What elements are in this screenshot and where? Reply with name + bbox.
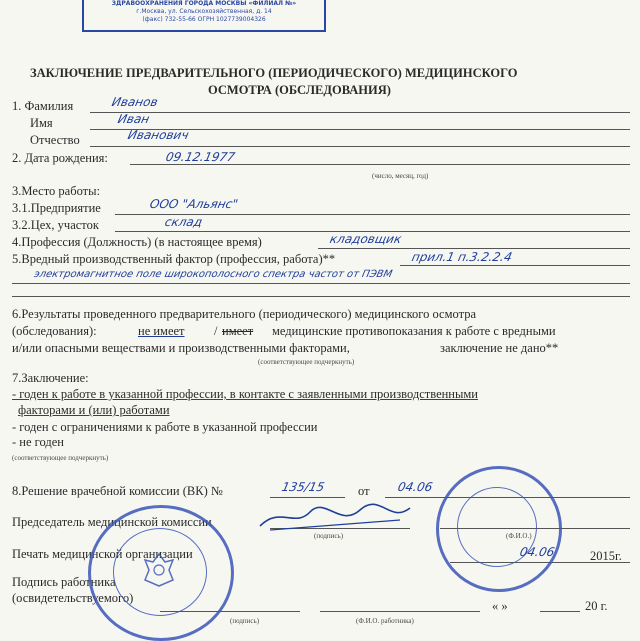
hazard-line-3 — [12, 296, 630, 297]
result-option-have: имеет — [222, 324, 254, 338]
result-option-not-have: не имеет — [138, 324, 185, 338]
hazard-line-1 — [400, 265, 630, 266]
lastname-label: 1. Фамилия — [12, 99, 74, 113]
profession-value: кладовщик — [328, 232, 403, 246]
result-slash: / — [214, 324, 218, 338]
hazard-line-2 — [12, 283, 630, 284]
firstname-label: Имя — [30, 116, 53, 130]
worker-sign-hint: (подпись) — [230, 617, 260, 625]
result-line-1: 6.Результаты проведенного предварительного (периодического) медицинского осмотра — [12, 307, 477, 321]
enterprise-label: 3.1.Предприятие — [12, 201, 101, 215]
workplace-label: 3.Место работы: — [12, 184, 100, 198]
chair-fio-hint: (Ф.И.О.) — [506, 532, 532, 540]
chair-sign-hint: (подпись) — [314, 532, 344, 540]
enterprise-value: ООО "Альянс" — [148, 197, 240, 211]
conclusion-item-1a: - годен к работе в указанной профессии, в контакте с заявленными производственными — [12, 387, 478, 401]
dob-label: 2. Дата рождения: — [12, 151, 108, 165]
hazard-value-2: электромагнитное поле широкополосного спектра частот от ПЭВМ — [32, 269, 394, 280]
result-line-2-start: (обследования): — [12, 324, 97, 338]
conclusion-item-2: - годен с ограничениями к работе в указанной профессии — [12, 420, 318, 434]
stamp-line-2: г.Москва, ул. Сельскохозяйственная, д. 14 — [136, 8, 272, 15]
seal-date: 04.06 — [518, 545, 556, 559]
patronymic-value: Иванович — [126, 128, 191, 142]
commission-number: 135/15 — [280, 480, 326, 494]
lastname-line — [90, 112, 630, 113]
profession-label: 4.Профессия (Должность) (в настоящее время) — [12, 235, 262, 249]
chair-signature-icon — [250, 498, 420, 538]
clinic-round-stamp-icon — [436, 466, 562, 592]
patronymic-label: Отчество — [30, 133, 80, 147]
worker-fio-hint: (Ф.И.О. работника) — [356, 617, 414, 625]
coat-of-arms-icon — [139, 550, 179, 590]
conclusion-item-3: - не годен — [12, 435, 64, 449]
conclusion-item-1b: факторами и (или) работами — [18, 403, 170, 417]
seal-label: Печать медицинской организации — [12, 547, 193, 561]
result-line-2-end: медицинские противопоказания к работе с вредными — [272, 324, 556, 338]
profession-line — [318, 248, 630, 249]
clinic-header-stamp — [82, 0, 326, 32]
workshop-label: 3.2.Цех, участок — [12, 218, 99, 232]
conclusion-label: 7.Заключение: — [12, 371, 89, 385]
worker-fio-line — [320, 611, 480, 612]
worker-sign-label-2: (освидетельствуемого) — [12, 591, 134, 605]
worker-year: 20 г. — [585, 599, 608, 613]
seal-year: 2015г. — [590, 549, 622, 563]
chair-label: Председатель медицинской комиссии — [12, 515, 212, 529]
conclusion-hint: (соответствующее подчеркнуть) — [12, 454, 109, 462]
worker-date-line — [540, 611, 580, 612]
hazard-value-1: прил.1 п.3.2.2.4 — [410, 250, 514, 264]
hazard-label: 5.Вредный производственный фактор (профессия, работа)** — [12, 252, 336, 266]
result-hint: (соответствующее подчеркнуть) — [258, 358, 355, 366]
dob-hint: (число, месяц, год) — [372, 172, 429, 180]
workshop-value: склад — [163, 215, 204, 229]
patronymic-line — [90, 146, 630, 147]
document-title-line-1: ЗАКЛЮЧЕНИЕ ПРЕДВАРИТЕЛЬНОГО (ПЕРИОДИЧЕСКОГО) МЕДИЦИНСКОГО — [30, 66, 518, 80]
result-line-3-end: заключение не дано** — [440, 341, 559, 355]
commission-from-label: от — [358, 484, 370, 498]
firstname-value: Иван — [116, 112, 151, 126]
worker-date-tail: « » — [492, 599, 508, 613]
lastname-value: Иванов — [110, 95, 160, 109]
commission-date: 04.06 — [396, 480, 434, 494]
commission-label: 8.Решение врачебной комиссии (ВК) № — [12, 484, 223, 498]
stamp-inner-ring — [457, 487, 537, 567]
medical-organization-seal-icon — [88, 505, 234, 641]
dob-line — [130, 164, 630, 165]
worker-sign-label-1: Подпись работника — [12, 575, 116, 589]
stamp-line-3: (факс) 732-55-66 ОГРН 1027739004326 — [142, 16, 266, 23]
result-line-3: и/или опасными веществами и производственными факторами, — [12, 341, 350, 355]
document-title-line-2: ОСМОТРА (ОБСЛЕДОВАНИЯ) — [208, 83, 391, 97]
dob-value: 09.12.1977 — [164, 150, 237, 164]
stamp-line-1: ЗДРАВООХРАНЕНИЯ ГОРОДА МОСКВЫ «ФИЛИАЛ №» — [111, 0, 297, 7]
